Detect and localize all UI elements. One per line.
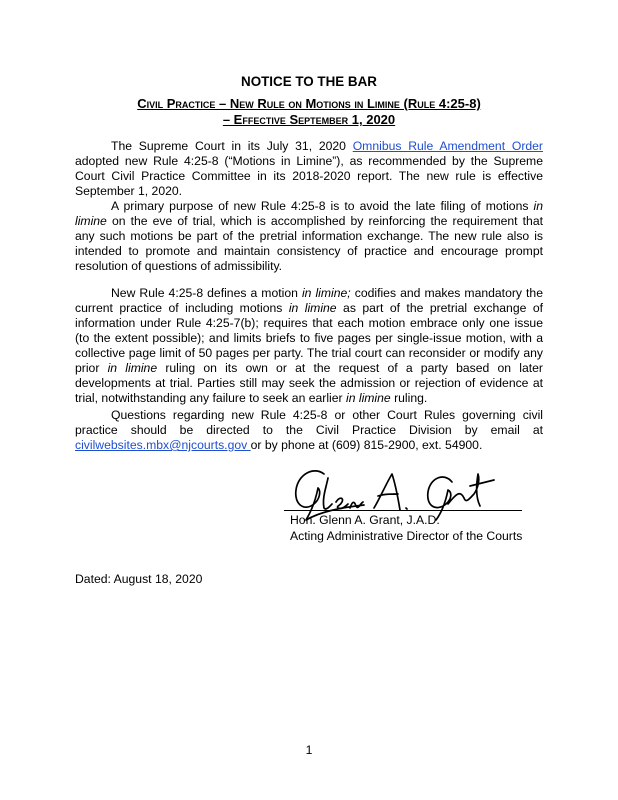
paragraph-3 — [75, 286, 543, 406]
paragraph-3-text-c: as part of the pretrial exchange of information under Rule 4:25-7(b); requires that each motion embrace only one issue (to the extent possible); and limits briefs to five pages per single-issue motion, with a collective page limit of 50 pages per party. The trial court can reconsider or modify any prior — [75, 301, 543, 375]
signature-stroke-l — [323, 478, 332, 509]
paragraph-1-text-a: The Supreme Court in its July 31, 2020 — [111, 139, 353, 153]
subtitle-line-2: – Effective September 1, 2020 — [222, 112, 396, 127]
paragraph-1-text-b: adopted new Rule 4:25-8 (“Motions in Limine”), as recommended by the Supreme Court Civil Practice Committee in its 2018-2020 report. The new rule is effective September 1, 2020. — [75, 154, 543, 198]
date-line: Dated: August 18, 2020 — [75, 572, 203, 586]
omnibus-order-link[interactable]: Omnibus Rule Amendment Order — [352, 139, 543, 153]
paragraph-3-text-b: codifies and makes mandatory the current practice of including motions — [75, 286, 543, 315]
notice-subtitle — [90, 96, 528, 128]
paragraph-2 — [75, 199, 543, 274]
paragraph-3-text-d: ruling on its own or at the request of a party based on later developments at trial. Parties still may seek the admission or rejection of evidence at trial, notwithstanding any failure to seek an earlier — [75, 361, 543, 405]
paragraph-3-text-a: New Rule 4:25-8 defines a motion — [111, 286, 302, 300]
signature-line — [284, 510, 522, 511]
notice-title: NOTICE TO THE BAR — [241, 74, 377, 89]
paragraph-2-text-b: on the eve of trial, which is accomplished by reinforcing the requirement that any such motions be part of the pretrial information exchange. The new rule also is intended to promote and maintain consistency of practice and encourage prompt resolution of questions of admissibility. — [75, 214, 543, 273]
page-number: 1 — [305, 743, 313, 757]
email-link[interactable]: civilwebsites.mbx@njcourts.gov — [75, 438, 251, 452]
paragraph-4 — [75, 408, 543, 453]
paragraph-4-text-b: or by phone at (609) 815-2900, ext. 54900. — [250, 438, 483, 452]
subtitle-line-1: Civil Practice – New Rule on Motions in Limine (Rule 4:25-8) — [137, 96, 481, 111]
signatory-name: Hon. Glenn A. Grant, J.A.D. — [290, 513, 440, 527]
signature-stroke-dot — [406, 508, 407, 509]
paragraph-3-emphasis-c: in limine — [107, 361, 158, 375]
paragraph-2-emphasis-a: in limine — [75, 199, 543, 228]
paragraph-3-emphasis-d: in limine — [345, 391, 391, 405]
paragraph-3-emphasis-a: in limine; — [301, 286, 351, 300]
paragraph-4-text-a: Questions regarding new Rule 4:25-8 or other Court Rules governing civil practice should be directed to the Civil Practice Division by email at — [75, 408, 543, 437]
signatory-title: Acting Administrative Director of the Courts — [290, 529, 523, 543]
paragraph-2-text-a: A primary purpose of new Rule 4:25-8 is to avoid the late filing of motions — [111, 199, 534, 213]
paragraph-3-text-e: ruling. — [390, 391, 428, 405]
signature-stroke-a — [374, 474, 400, 510]
paragraph-3-emphasis-b: in limine — [288, 301, 337, 315]
paragraph-1 — [75, 139, 543, 199]
